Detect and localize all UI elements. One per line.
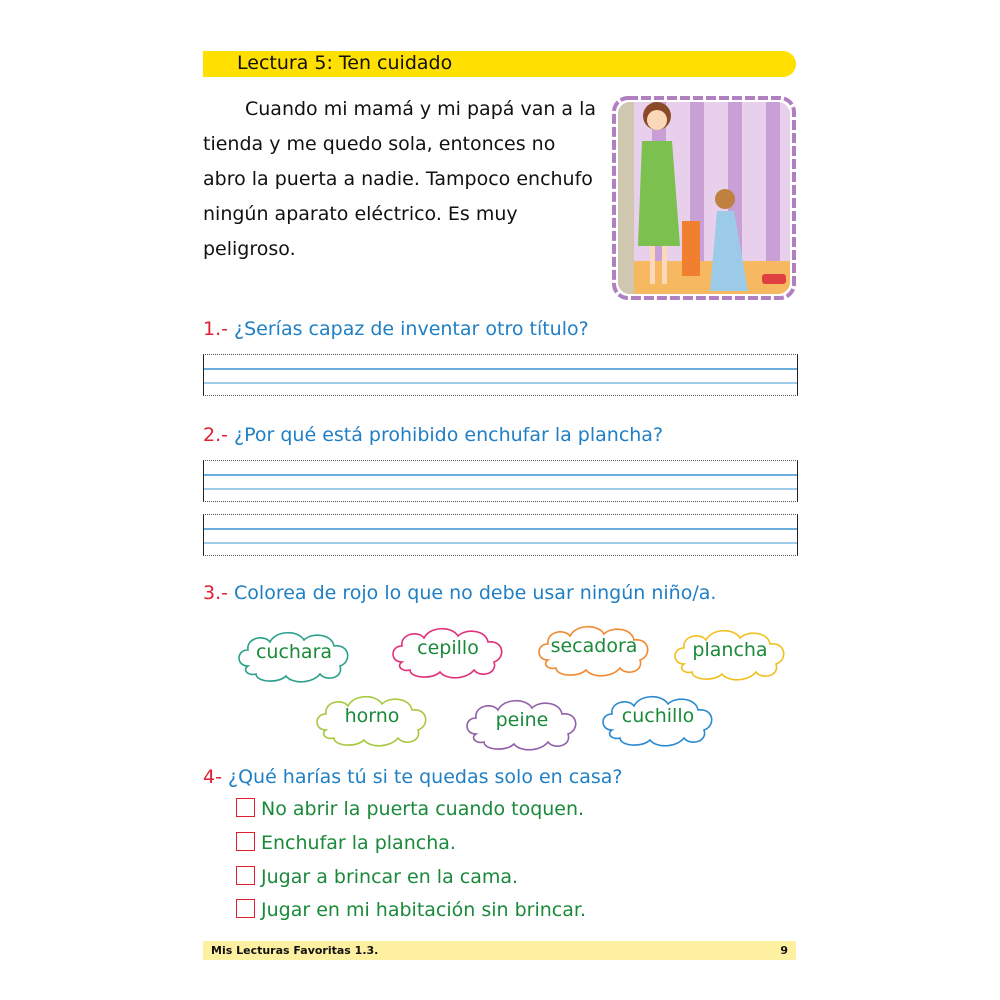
cloud-label: plancha xyxy=(692,639,768,661)
book-title: Mis Lecturas Favoritas 1.3. xyxy=(211,944,379,957)
cloud-secadora[interactable] xyxy=(534,620,654,676)
cloud-cepillo[interactable] xyxy=(388,622,508,678)
option-2[interactable]: Enchufar la plancha. xyxy=(236,832,456,854)
cloud-peine[interactable] xyxy=(462,694,582,750)
illustration-mother-daughter xyxy=(612,96,796,300)
checkbox[interactable] xyxy=(236,899,255,918)
cloud-label: cepillo xyxy=(417,637,479,659)
checkbox[interactable] xyxy=(236,832,255,851)
question-1: 1.- ¿Serías capaz de inventar otro título? xyxy=(203,318,589,340)
cloud-label: cuchillo xyxy=(621,705,695,727)
question-3: 3.- Colorea de rojo lo que no debe usar ningún niño/a. xyxy=(203,582,717,604)
cloud-label: secadora xyxy=(550,635,638,657)
question-4: 4- ¿Qué harías tú si te quedas solo en casa? xyxy=(203,766,623,788)
cloud-label: horno xyxy=(344,705,400,727)
option-1[interactable]: No abrir la puerta cuando toquen. xyxy=(236,798,584,820)
answer-lines-1[interactable] xyxy=(203,354,798,396)
question-2: 2.- ¿Por qué está prohibido enchufar la plancha? xyxy=(203,424,664,446)
page-number: 9 xyxy=(780,944,788,957)
answer-lines-2a[interactable] xyxy=(203,460,798,502)
answer-lines-2b[interactable] xyxy=(203,514,798,556)
reading-title: Lectura 5: Ten cuidado xyxy=(237,52,453,74)
cloud-label: cuchara xyxy=(255,641,333,663)
option-4[interactable]: Jugar en mi habitación sin brincar. xyxy=(236,899,586,921)
cloud-horno[interactable] xyxy=(312,690,432,746)
page-footer xyxy=(203,941,796,960)
cloud-label: peine xyxy=(495,709,549,731)
checkbox[interactable] xyxy=(236,866,255,885)
checkbox[interactable] xyxy=(236,798,255,817)
cloud-plancha[interactable] xyxy=(670,624,790,680)
cloud-cuchillo[interactable] xyxy=(598,690,718,746)
story-text: Cuando mi mamá y mi papá van a la tienda y me quedo sola, entonces no abro la puerta a nadie. Tampoco enchufo ningún aparato eléctrico. Es muy peligroso. xyxy=(203,98,597,260)
cloud-cuchara[interactable] xyxy=(234,626,354,682)
reading-title-bar xyxy=(203,51,796,77)
option-3[interactable]: Jugar a brincar en la cama. xyxy=(236,866,518,888)
